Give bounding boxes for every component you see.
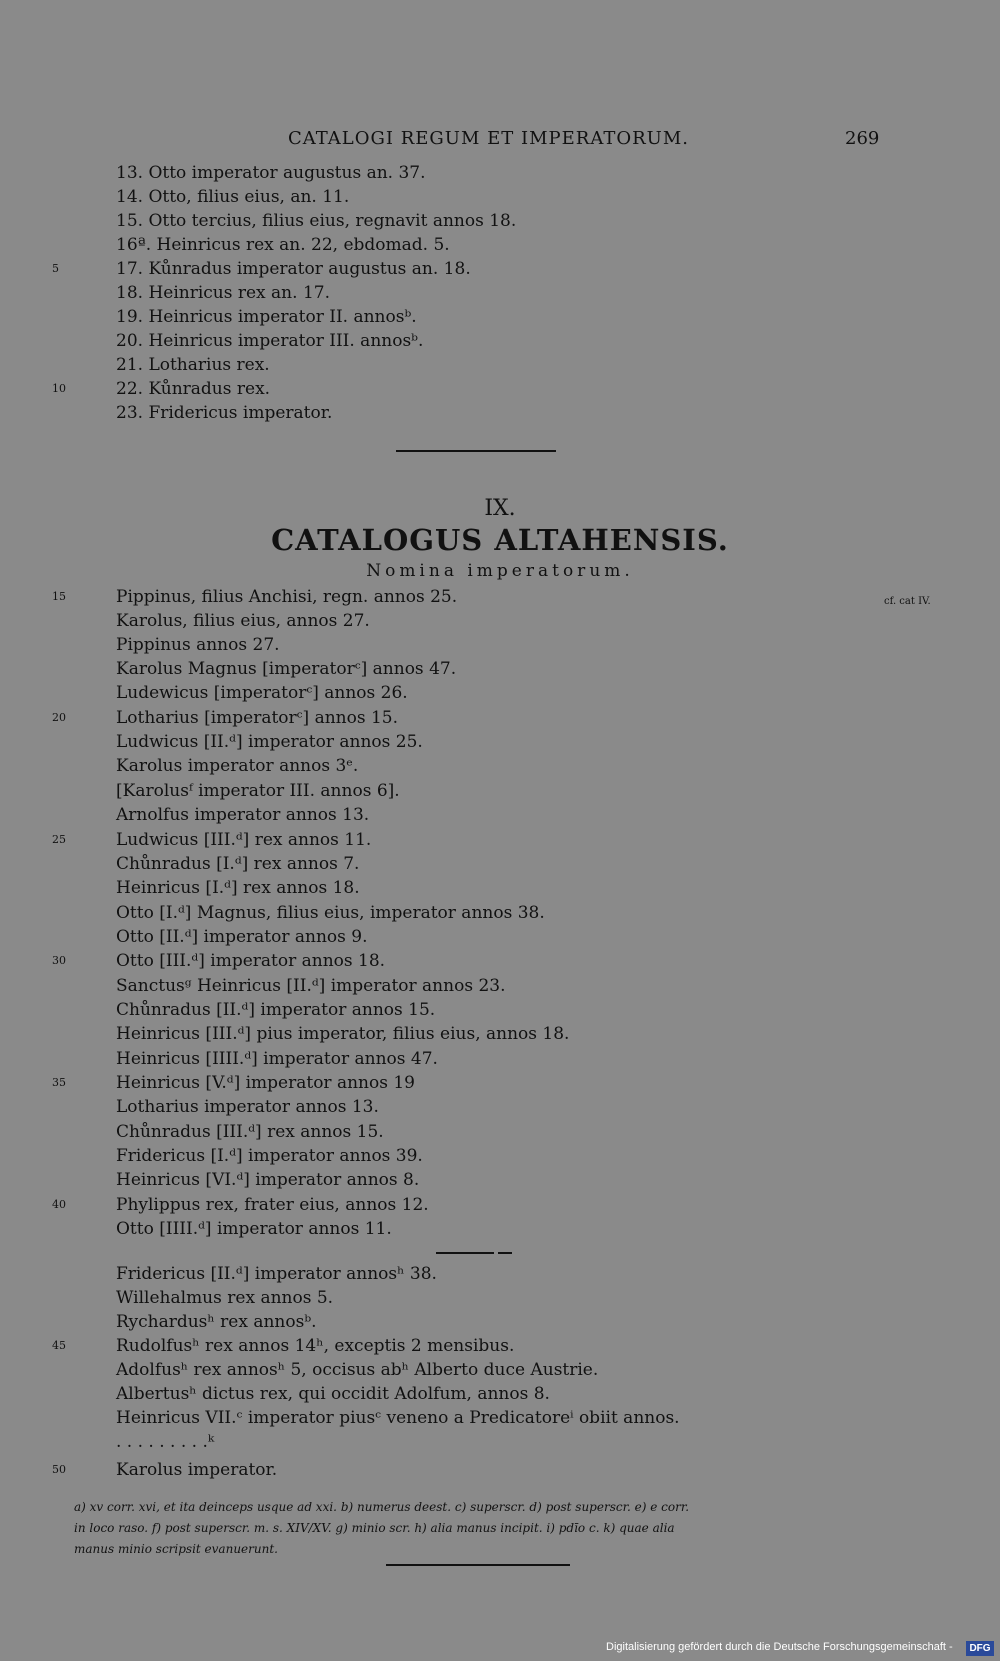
- line-number: 30: [52, 954, 66, 967]
- list-item: Arnolfus imperator annos 13.: [116, 805, 370, 825]
- list-item: Lotharius [imperatorᶜ] annos 15.: [116, 708, 399, 728]
- line-number: 5: [52, 262, 59, 275]
- list-item: 13. Otto imperator augustus an. 37.: [116, 163, 426, 183]
- list-item: Chůnradus [I.ᵈ] rex annos 7.: [116, 854, 360, 874]
- line-number: 15: [52, 590, 66, 603]
- list-item: Ludwicus [III.ᵈ] rex annos 11.: [116, 830, 372, 850]
- line-number: 50: [52, 1463, 66, 1476]
- list-item: Chůnradus [III.ᵈ] rex annos 15.: [116, 1122, 384, 1142]
- list-item: Heinricus [IIII.ᵈ] imperator annos 47.: [116, 1049, 438, 1069]
- line-number: 20: [52, 711, 66, 724]
- list-item: Ludwicus [II.ᵈ] imperator annos 25.: [116, 732, 423, 752]
- list-item: Otto [I.ᵈ] Magnus, filius eius, imperator annos 38.: [116, 903, 545, 923]
- list-item: Willehalmus rex annos 5.: [116, 1288, 334, 1308]
- section-number: IX.: [484, 496, 516, 521]
- list-item: Ludewicus [imperatorᶜ] annos 26.: [116, 683, 408, 703]
- list-item: 15. Otto tercius, filius eius, regnavit annos 18.: [116, 211, 517, 231]
- list-item: 17. Kůnradus imperator augustus an. 18.: [116, 259, 471, 279]
- list-item: Karolus imperator.: [116, 1460, 278, 1480]
- list-item: Heinricus [III.ᵈ] pius imperator, filius eius, annos 18.: [116, 1024, 570, 1044]
- section-subtitle: Nomina imperatorum.: [366, 561, 634, 581]
- list-item: Heinricus [VI.ᵈ] imperator annos 8.: [116, 1170, 420, 1190]
- margin-note: cf. cat IV.: [884, 596, 931, 607]
- footnote-line: manus minio scripsit evanuerunt.: [74, 1542, 278, 1556]
- list-item: [Karolusᶠ imperator III. annos 6].: [116, 781, 400, 801]
- list-item: . . . . . . . . .ᵏ: [116, 1432, 215, 1452]
- list-item: Sanctusᵍ Heinricus [II.ᵈ] imperator annos 23.: [116, 976, 506, 996]
- list-item: Rychardusʰ rex annosᵇ.: [116, 1312, 317, 1332]
- list-item: Albertusʰ dictus rex, qui occidit Adolfum, annos 8.: [116, 1384, 550, 1404]
- list-item: 18. Heinricus rex an. 17.: [116, 283, 330, 303]
- list-item: 19. Heinricus imperator II. annosᵇ.: [116, 307, 417, 327]
- line-number: 10: [52, 382, 66, 395]
- list-item: 20. Heinricus imperator III. annosᵇ.: [116, 331, 424, 351]
- list-item: Otto [IIII.ᵈ] imperator annos 11.: [116, 1219, 392, 1239]
- header-title: CATALOGI REGUM ET IMPERATORUM.: [288, 128, 689, 149]
- list-item: Otto [III.ᵈ] imperator annos 18.: [116, 951, 386, 971]
- list-item: Chůnradus [II.ᵈ] imperator annos 15.: [116, 1000, 436, 1020]
- line-number: 45: [52, 1339, 66, 1352]
- dfg-logo: DFG: [966, 1641, 994, 1656]
- footnote-line: a) xv corr. xvi, et ita deinceps usque ad xxi. b) numerus deest. c) superscr. d) post superscr. e) e corr.: [74, 1500, 690, 1514]
- list-item: Karolus Magnus [imperatorᶜ] annos 47.: [116, 659, 457, 679]
- list-item: Pippinus, filius Anchisi, regn. annos 25.: [116, 587, 458, 607]
- list-item: Heinricus [V.ᵈ] imperator annos 19: [116, 1073, 415, 1093]
- list-item: 16ª. Heinricus rex an. 22, ebdomad. 5.: [116, 235, 450, 255]
- list-item: 22. Kůnradus rex.: [116, 379, 271, 399]
- list-item: 21. Lotharius rex.: [116, 355, 270, 375]
- line-number: 25: [52, 833, 66, 846]
- line-number: 35: [52, 1076, 66, 1089]
- line-number: 40: [52, 1198, 66, 1211]
- section-title: CATALOGUS ALTAHENSIS.: [271, 523, 729, 557]
- hand-divider: [498, 1252, 512, 1254]
- footnote-line: in loco raso. f) post superscr. m. s. XIV/XV. g) minio scr. h) alia manus incipit. i) pdīo c. k) quae alia: [74, 1521, 675, 1535]
- list-item: Otto [II.ᵈ] imperator annos 9.: [116, 927, 368, 947]
- list-item: 23. Fridericus imperator.: [116, 403, 333, 423]
- section-divider: [396, 450, 556, 452]
- page-end-rule: [386, 1564, 570, 1566]
- list-item: Heinricus [I.ᵈ] rex annos 18.: [116, 878, 360, 898]
- list-item: Adolfusʰ rex annosʰ 5, occisus abʰ Alberto duce Austrie.: [116, 1360, 599, 1380]
- list-item: Phylippus rex, frater eius, annos 12.: [116, 1195, 429, 1215]
- list-item: Karolus, filius eius, annos 27.: [116, 611, 370, 631]
- list-item: Heinricus VII.ᶜ imperator piusᶜ veneno a Predicatoreⁱ obiit annos.: [116, 1408, 680, 1428]
- page-number: 269: [845, 128, 880, 149]
- list-item: Lotharius imperator annos 13.: [116, 1097, 379, 1117]
- list-item: Pippinus annos 27.: [116, 635, 280, 655]
- list-item: 14. Otto, filius eius, an. 11.: [116, 187, 350, 207]
- list-item: Rudolfusʰ rex annos 14ʰ, exceptis 2 mensibus.: [116, 1336, 515, 1356]
- list-item: Fridericus [II.ᵈ] imperator annosʰ 38.: [116, 1264, 437, 1284]
- list-item: Karolus imperator annos 3ᵉ.: [116, 756, 359, 776]
- hand-divider: [436, 1252, 494, 1254]
- list-item: Fridericus [I.ᵈ] imperator annos 39.: [116, 1146, 423, 1166]
- footer-text: Digitalisierung gefördert durch die Deutsche Forschungsgemeinschaft -: [606, 1641, 953, 1653]
